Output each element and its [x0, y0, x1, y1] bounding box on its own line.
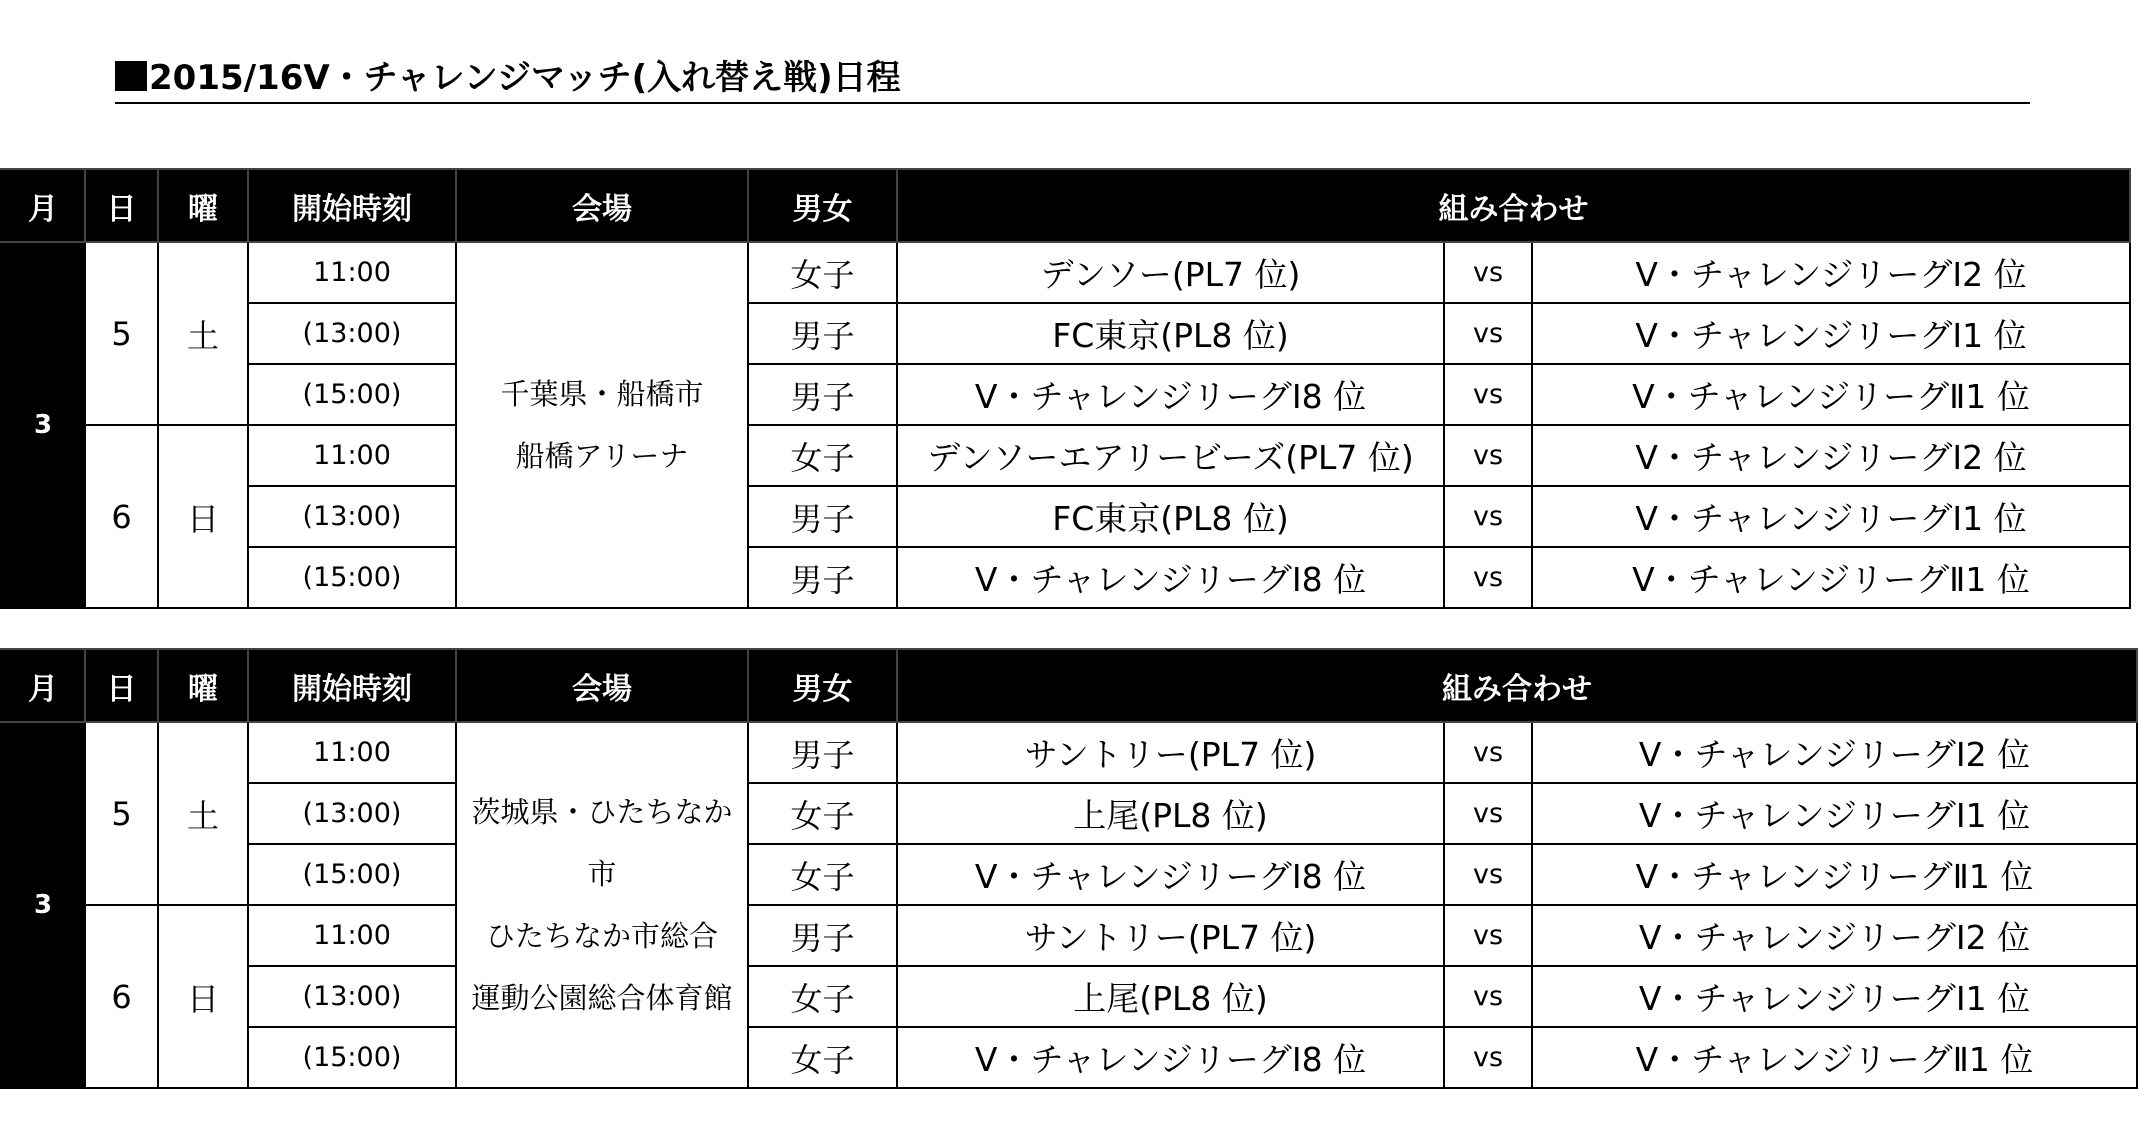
table-row: [1, 783, 2137, 844]
team-b-cell: V・チャレンジリーグⅠ1 位: [1532, 486, 2130, 547]
gender-cell: 男子: [748, 303, 897, 364]
team-b-cell: V・チャレンジリーグⅠ1 位: [1532, 783, 2137, 844]
venue-line: 茨城県・ひたちなか: [471, 795, 733, 829]
team-b-cell: V・チャレンジリーグⅡ1 位: [1532, 364, 2130, 425]
day-cell: 5: [85, 242, 158, 425]
header-day: 日: [85, 169, 158, 242]
venue-line: ひたちなか市総合: [485, 919, 718, 953]
team-b-cell: V・チャレンジリーグⅠ1 位: [1532, 303, 2130, 364]
venue-line: 千葉県・船橋市: [500, 377, 704, 411]
vs-cell: vs: [1444, 547, 1532, 608]
month-cell: 3: [1, 722, 85, 1088]
table-row: [1, 722, 2137, 783]
vs-cell: vs: [1444, 966, 1532, 1027]
team-b-cell: V・チャレンジリーグⅠ2 位: [1532, 425, 2130, 486]
time-cell: (15:00): [248, 844, 456, 905]
header-month: 月: [1, 169, 85, 242]
time-cell: (13:00): [248, 486, 456, 547]
vs-cell: vs: [1444, 364, 1532, 425]
table-row: [1, 242, 2130, 303]
time-cell: (15:00): [248, 364, 456, 425]
gender-cell: 男子: [748, 547, 897, 608]
vs-cell: vs: [1444, 303, 1532, 364]
vs-cell: vs: [1444, 905, 1532, 966]
schedule-table-1: [0, 168, 2131, 609]
weekday-cell: 土: [158, 722, 248, 905]
team-a-cell: 上尾(PL8 位): [897, 783, 1444, 844]
header-weekday: 曜: [158, 649, 248, 722]
time-cell: 11:00: [248, 425, 456, 486]
table-row: [1, 844, 2137, 905]
day-cell: 6: [85, 905, 158, 1088]
venue-line: 市: [587, 857, 617, 891]
vs-cell: vs: [1444, 722, 1532, 783]
weekday-cell: 日: [158, 905, 248, 1088]
header-month: 月: [1, 649, 85, 722]
time-cell: (13:00): [248, 783, 456, 844]
gender-cell: 男子: [748, 486, 897, 547]
weekday-cell: 日: [158, 425, 248, 608]
team-b-cell: V・チャレンジリーグⅠ1 位: [1532, 966, 2137, 1027]
day-cell: 6: [85, 425, 158, 608]
venue-cell: [456, 722, 748, 1088]
page-title: [115, 58, 2030, 104]
team-a-cell: V・チャレンジリーグⅠ8 位: [897, 1027, 1444, 1088]
table-row: [1, 364, 2130, 425]
header-venue: 会場: [456, 169, 748, 242]
team-a-cell: FC東京(PL8 位): [897, 486, 1444, 547]
time-cell: 11:00: [248, 242, 456, 303]
table-row: [1, 547, 2130, 608]
team-a-cell: サントリー(PL7 位): [897, 722, 1444, 783]
team-a-cell: V・チャレンジリーグⅠ8 位: [897, 364, 1444, 425]
venue-line: 船橋アリーナ: [515, 439, 689, 473]
team-a-cell: FC東京(PL8 位): [897, 303, 1444, 364]
team-b-cell: V・チャレンジリーグⅡ1 位: [1532, 1027, 2137, 1088]
header-start-time: 開始時刻: [248, 649, 456, 722]
header-gender: 男女: [748, 649, 897, 722]
header-matchup: 組み合わせ: [897, 169, 2130, 242]
vs-cell: vs: [1444, 486, 1532, 547]
team-a-cell: V・チャレンジリーグⅠ8 位: [897, 547, 1444, 608]
time-cell: 11:00: [248, 722, 456, 783]
title-text: 2015/16V・チャレンジマッチ(入れ替え戦)日程: [149, 58, 901, 98]
weekday-cell: 土: [158, 242, 248, 425]
time-cell: (15:00): [248, 1027, 456, 1088]
table-header-row: [1, 649, 2137, 722]
gender-cell: 男子: [748, 905, 897, 966]
team-a-cell: デンソー(PL7 位): [897, 242, 1444, 303]
header-day: 日: [85, 649, 158, 722]
team-b-cell: V・チャレンジリーグⅡ1 位: [1532, 547, 2130, 608]
gender-cell: 女子: [748, 844, 897, 905]
team-b-cell: V・チャレンジリーグⅠ2 位: [1532, 242, 2130, 303]
gender-cell: 女子: [748, 425, 897, 486]
time-cell: 11:00: [248, 905, 456, 966]
team-a-cell: サントリー(PL7 位): [897, 905, 1444, 966]
team-a-cell: V・チャレンジリーグⅠ8 位: [897, 844, 1444, 905]
header-weekday: 曜: [158, 169, 248, 242]
team-b-cell: V・チャレンジリーグⅠ2 位: [1532, 905, 2137, 966]
vs-cell: vs: [1444, 242, 1532, 303]
table-row: [1, 905, 2137, 966]
gender-cell: 男子: [748, 722, 897, 783]
team-b-cell: V・チャレンジリーグⅠ2 位: [1532, 722, 2137, 783]
vs-cell: vs: [1444, 425, 1532, 486]
header-matchup: 組み合わせ: [897, 649, 2137, 722]
table-row: [1, 303, 2130, 364]
table-header-row: [1, 169, 2130, 242]
table-row: [1, 425, 2130, 486]
gender-cell: 女子: [748, 783, 897, 844]
header-venue: 会場: [456, 649, 748, 722]
gender-cell: 女子: [748, 966, 897, 1027]
team-a-cell: デンソーエアリービーズ(PL7 位): [897, 425, 1444, 486]
gender-cell: 男子: [748, 364, 897, 425]
time-cell: (13:00): [248, 303, 456, 364]
venue-cell: [456, 242, 748, 608]
day-cell: 5: [85, 722, 158, 905]
square-bullet-icon: [115, 61, 147, 91]
venue-line: 運動公園総合体育館: [471, 981, 733, 1015]
team-b-cell: V・チャレンジリーグⅡ1 位: [1532, 844, 2137, 905]
table-row: [1, 966, 2137, 1027]
vs-cell: vs: [1444, 783, 1532, 844]
team-a-cell: 上尾(PL8 位): [897, 966, 1444, 1027]
vs-cell: vs: [1444, 1027, 1532, 1088]
table-row: [1, 486, 2130, 547]
gender-cell: 女子: [748, 242, 897, 303]
header-gender: 男女: [748, 169, 897, 242]
header-start-time: 開始時刻: [248, 169, 456, 242]
time-cell: (13:00): [248, 966, 456, 1027]
month-cell: 3: [1, 242, 85, 608]
table-row: [1, 1027, 2137, 1088]
vs-cell: vs: [1444, 844, 1532, 905]
time-cell: (15:00): [248, 547, 456, 608]
schedule-table-2: [0, 648, 2138, 1089]
gender-cell: 女子: [748, 1027, 897, 1088]
